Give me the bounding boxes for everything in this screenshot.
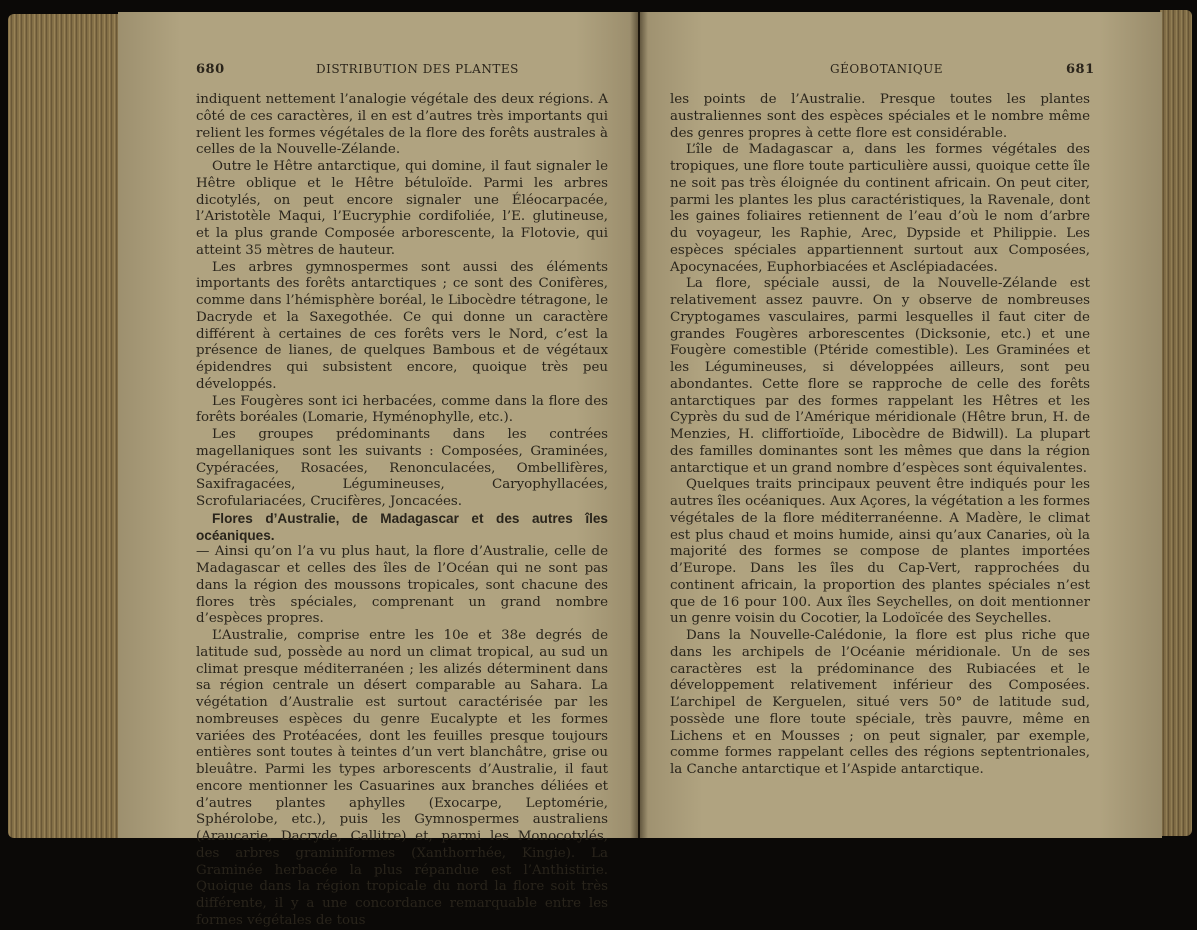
paragraph: Dans la Nouvelle-Calédonie, la flore est plus riche que dans les archipels de l’Océanie méridionale. Un de ses caractères est la prédominance des Rubiacées et le développement relativement inférieur des Composées. L’archipel de Kerguelen, situé vers 50° de latitude sud, possède une flore toute spéciale, très pauvre, même en Lichens et en Mousses ; on peut signaler, par exemple, comme formes rappelant celles des régions septentrionales, la Canche antarctique et l’Aspide antarctique. — [670, 628, 1090, 777]
left-page-number: 680 — [196, 62, 225, 77]
left-running-head: DISTRIBUTION DES PLANTES — [316, 62, 519, 76]
paragraph: — Ainsi qu’on l’a vu plus haut, la flore d’Australie, celle de Madagascar et celles des îles de l’Océan qui ne sont pas dans la région des moussons tropicales, sont chacune des flores très spéciales, comprenant un grand nombre d’espèces propres. — [196, 544, 608, 627]
paragraph: Quelques traits principaux peuvent être indiqués pour les autres îles océaniques. Aux Açores, la végétation a les formes végétales de la flore méditerranéenne. A Madère, le climat est plus chaud et moins humide, ainsi qu’aux Canaries, où la majorité des formes se compose de plantes importées d’Europe. Dans les îles du Cap-Vert, rapprochées du continent africain, la proportion des plantes spéciales n’est que de 16 pour 100. Aux îles Seychelles, on doit mentionner un genre voisin du Cocotier, la Lodoïcée des Seychelles. — [670, 477, 1090, 627]
right-page-body — [670, 92, 1090, 779]
right-running-head: GÉOBOTANIQUE — [830, 62, 944, 76]
paragraph: Les arbres gymnospermes sont aussi des éléments importants des forêts antarctiques ; ce sont des Conifères, comme dans l’hémisphère boréal, le Libocèdre tétragone, le Dacryde et la Saxegothée. Ce qui donne un caractère différent à certaines de ces forêts vers le Nord, c’est la présence de lianes, de quelques Bambous et de végétaux épidendres qui subsistent encore, quoique très peu développés. — [196, 259, 608, 392]
paragraph: Les groupes prédominants dans les contrées magellaniques sont les suivants : Composées, Graminées, Cypéracées, Rosacées, Renonculacées, Ombellifères, Saxifragacées, Légumineuses, Caryophyllacées, Scrofulariacées, Crucifères, Joncacées. — [196, 427, 608, 509]
book-page-edges-left — [8, 14, 123, 838]
paragraph: L’Australie, comprise entre les 10e et 38e degrés de latitude sud, possède au nord un climat tropical, au sud un climat presque méditerranéen ; les alizés déterminent dans sa région centrale un désert comparable au Sahara. La végétation d’Australie est surtout caractérisée par les nombreuses espèces du genre Eucalypte et les formes variées des Protéacées, dont les feuilles presque toujours entières sont toutes à teintes d’un vert blanchâtre, grise ou bleuâtre. Parmi les types arborescents d’Australie, il faut encore mentionner les Casuarines aux branches déliées et d’autres plantes aphylles (Exocarpe, Leptomérie, Sphérolobe, etc.), puis les Gymnospermes australiens (Araucarie, Dacryde, Callitre) et, parmi les Monocotylés, des arbres graminiformes (Xanthorrhée, Kingie). La Graminée herbacée la plus répandue est l’Anthistirie. Quoique dans la région tropicale du nord la flore soit très différente, il y a une concordance remarquable entre les formes végétales de tous — [196, 628, 608, 928]
paragraph: Les Fougères sont ici herbacées, comme dans la flore des forêts boréales (Lomarie, Hyménophylle, etc.). — [196, 393, 608, 426]
book-gutter — [630, 12, 648, 838]
paragraph: La flore, spéciale aussi, de la Nouvelle-Zélande est relativement assez pauvre. On y observe de nombreuses Cryptogames vasculaires, parmi lesquelles il faut citer de grandes Fougères arborescentes (Dicksonie, etc.) et une Fougère comestible (Ptéride comestible). Les Graminées et les Légumineuses, si développées ailleurs, sont peu abondantes. Cette flore se rapproche de celle des forêts antarctiques par des formes rappelant les Hêtres et les Cyprès du sud de l’Amérique méridionale (Hêtre brun, H. de Menzies, H. cliffortioïde, Libocèdre de Bidwill). La plupart des familles dominantes sont les mêmes que dans la région antarctique et un grand nombre d’espèces sont équivalentes. — [670, 276, 1090, 476]
left-page-body — [196, 92, 608, 930]
paragraph: indiquent nettement l’analogie végétale des deux régions. A côté de ces caractères, il en est d’autres très importants qui relient les formes végétales de la flore des forêts australes à celles de la Nouvelle-Zélande. — [196, 92, 608, 158]
book-page-edges-right — [1160, 10, 1192, 836]
right-page-number: 681 — [1066, 62, 1095, 77]
paragraph: Outre le Hêtre antarctique, qui domine, il faut signaler le Hêtre oblique et le Hêtre bétuloïde. Parmi les arbres dicotylés, on peut encore signaler une Éléocarpacée, l’Aristotèle Maqui, l’Eucryphie cordifoliée, l’E. glutineuse, et la plus grande Composée arborescente, la Flotovie, qui atteint 35 mètres de hauteur. — [196, 159, 608, 258]
paragraph: les points de l’Australie. Presque toutes les plantes australiennes sont des espèces spéciales et le nombre même des genres propres à cette flore est considérable. — [670, 92, 1090, 141]
paragraph: L’île de Madagascar a, dans les formes végétales des tropiques, une flore toute particulière aussi, quoique cette île ne soit pas très éloignée du continent africain. On peut citer, parmi les plantes les plus caractéristiques, la Ravenale, dont les gaines foliaires retiennent de l’eau d’où le nom d’arbre du voyageur, les Raphie, Arec, Dypside et Philippie. Les espèces spéciales appartiennent surtout aux Composées, Apocynacées, Euphorbiacées et Asclépiadacées. — [670, 142, 1090, 275]
section-heading: Flores d’Australie, de Madagascar et des autres îles océaniques. — [196, 510, 608, 543]
